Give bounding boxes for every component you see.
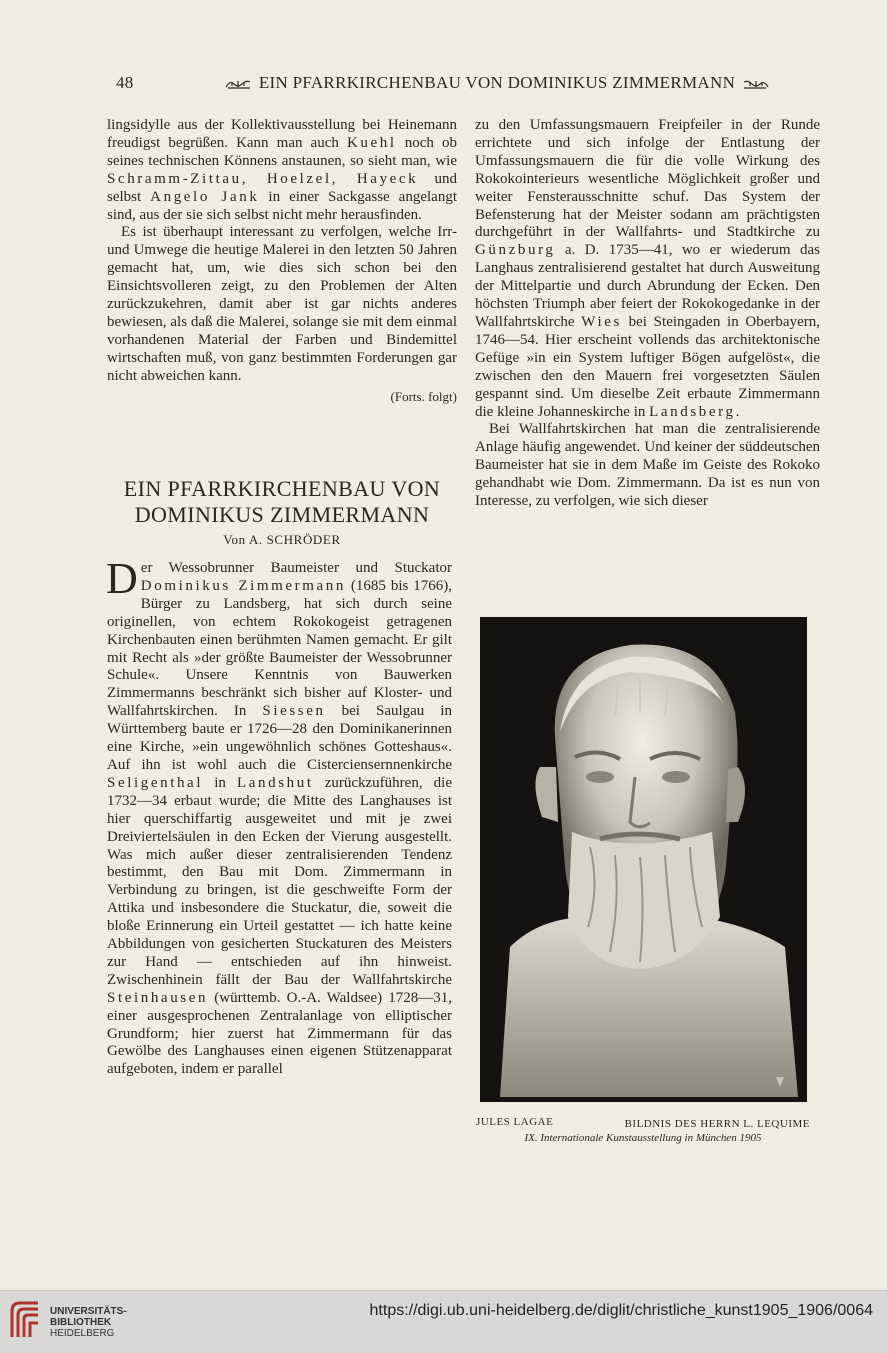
figure-title: BILDNIS DES HERRN L. LEQUIME — [624, 1118, 810, 1130]
article-paragraph-1-text — [106, 554, 452, 1078]
library-name — [50, 1306, 127, 1339]
article-body-left — [106, 554, 452, 1079]
library-footer — [0, 1290, 887, 1353]
running-title — [172, 73, 822, 93]
bust-photograph — [480, 617, 807, 1102]
article-byline: Von A. SCHRÖDER — [223, 532, 341, 547]
text-run: bei Saulgau in Württemberg baute er 1726—28 den Dominikanerinnen eine Kirche, »ein ungewöhnlich schönes Gotteshaus«. Auf ihn ist wohl auch die Cisterciensernnenkirche — [107, 703, 452, 773]
text-run: . — [735, 403, 740, 420]
text-run: a. D. 1735—41, wo er wiederum das Langhaus zentralisierend gestaltet hat durch Ausweitung der Mittelpartie und durch Abrundung der Ecken. Den höchsten Triumph aber feiert der Rokokogedanke in der Wallfahrtskirche — [475, 242, 820, 330]
text-run: er Wessobrunner Baumeister und Stuckator — [140, 560, 452, 576]
text-run: lingsidylle aus der Kollektivausstellung bei Heinemann freudigst begrüßen. Kann man auch — [107, 117, 457, 151]
text-run: Es ist überhaupt interessant zu verfolgen, welche Irr- und Umwege die heutige Malerei in den letzten 50 Jahren gemacht hat, um, wie dies sich schon bei den Einsichtsvolleren zeigt, zu den Problemen der Alten zurückzukehren, damit aber ist gar nichts anderes bewiesen, als daß die Malerei, solange sie mit dem einmal vorhandenen Material der Farben und Bindemittel wirtschaften muß, von ganz bestimmten Forderungen gar nicht abweichen kann. — [107, 224, 457, 384]
text-run: in einer Sackgasse angelangt sind, aus der sie sich selbst nicht mehr herausfinden. — [107, 188, 457, 223]
figure-credit: IX. Internationale Kunstausstellung in München 1905 — [524, 1132, 762, 1144]
text-run: bei Steingaden in Oberbayern, 1746—54. Hier erscheint vollends das architektonische Gefüge »in ein System luftiger Bögen aufgelöst«, die zwischen den den Mauern frei vorgesetzten Säulen gespannt sind. Um dieselbe Zeit erbaute Zimmermann die kleine Johanneskirche in — [475, 313, 820, 420]
spaced-name: Siessen — [262, 703, 326, 720]
ornament-right-icon — [740, 78, 770, 90]
article-title: EIN PFARRKIRCHENBAU VON DOMINIKUS ZIMMERMANN — [123, 476, 441, 527]
text-run: zurückzuführen, die 1732—34 erbaut wurde; die Mitte des Langhauses ist hier querschiffartig ausgeweitet und mit je zwei Dreiviertelsäulen in den Ecken der Vierung ausgestellt. Was mich außer dieser zentralisierenden Tendenz bestimmt, den Bau mit Dom. Zimmermann in Verbindung zu bringen, ist die geschweifte Form der Attika und insbesondere die Stuckatur, die, soweit die bloße Erinnerung ein Urteil gestattet — ich hatte keine Abbildungen von gesicherten Stuckaturen des Meisters zur Hand — entschieden auf ihn hinweist. Zwischenhinein fällt der Bau der Wallfahrtskirche — [107, 774, 452, 988]
continuation-paragraph-1 — [107, 117, 457, 224]
text-run: noch ob seines technischen Könnens anstaunen, so sieht man, wie — [107, 134, 457, 169]
library-name-line-3: HEIDELBERG — [50, 1328, 115, 1339]
spaced-name: Steinhausen — [107, 989, 209, 1006]
spaced-name: Seligenthal — [107, 774, 204, 791]
spaced-name: Wies — [581, 313, 622, 330]
library-name-line-1: UNIVERSITÄTS- — [50, 1306, 127, 1317]
article-paragraph-right-2 — [475, 421, 820, 511]
spaced-name: Angelo Jank — [150, 188, 260, 205]
library-name-line-2: BIBLIOTHEK — [50, 1317, 112, 1328]
permalink-url[interactable]: https://digi.ub.uni-heidelberg.de/diglit/christliche_kunst1905_1906/0064 — [369, 1302, 873, 1319]
page-number: 48 — [116, 73, 134, 92]
spaced-name: Kuehl — [346, 134, 397, 151]
ornament-left-icon — [224, 78, 254, 90]
spaced-name: Landshut — [236, 774, 314, 791]
drop-cap: D — [106, 554, 138, 603]
spaced-name: Günzburg — [475, 242, 556, 259]
figure-artist: JULES LAGAE — [476, 1116, 554, 1128]
continued-note: (Forts. folgt) — [390, 388, 457, 404]
left-column-continuation — [107, 117, 457, 406]
university-library-logo-icon[interactable] — [8, 1297, 44, 1345]
article-body-right — [475, 117, 820, 511]
text-run: Bei Wallfahrtskirchen hat man die zentralisierende Anlage häufig angewendet. Und keiner der süddeutschen Baumeister hat sie in dem Maße im Geiste des Rokoko gehandhabt wie Dom. Zimmermann. Da ist es nun von Interesse, zu verfolgen, wie sich dieser — [475, 421, 820, 510]
spaced-name: Dominikus Zimmermann — [140, 577, 347, 594]
text-run: zu den Umfassungsmauern Freipfeiler in der Runde errichtete und sich infolge der Entlastung der Umfassungsmauern die für die volle Wirkung des Rokokointerieurs wesentliche Möglichkeit großer und weiter Fensterausschnitte schuf. Das System der Befensterung hat der Meister sodann am prächtigsten durchgeführt in der Wallfahrts- und Stadtkirche zu — [475, 117, 820, 241]
text-run: (württemb. O.-A. Waldsee) 1728—31, einer ausgesprochenen Zentralanlage von elliptischer Grundform; hier zuerst hat Zimmermann für das Gewölbe des Langhauses einen eigenen Stützenapparat aufgeboten, indem er parallel — [107, 989, 452, 1078]
running-header — [110, 73, 822, 97]
spaced-name: Landsberg — [649, 403, 736, 420]
text-run: in — [203, 774, 237, 791]
bust-sculpture-image — [480, 617, 807, 1102]
running-title-text: EIN PFARRKIRCHENBAU VON DOMINIKUS ZIMMERMANN — [258, 73, 736, 92]
text-run: und selbst — [107, 170, 457, 205]
spaced-name: Schramm-Zittau, Hoelzel, Hayeck — [107, 170, 419, 187]
text-run: (1685 bis 1766), Bürger zu Landsberg, hat sich durch seine originellen, von echtem Rokokogeist getragenen Kirchenbauten einen berühmten Namen gemacht. Er gilt mit Recht als »der größte Baumeister der Wessobrunner Schule«. Unsere Kenntnis von Bauwerken Zimmermanns beschränkt sich bisher auf Kloster- und Wallfahrtskirchen. In — [107, 577, 452, 720]
continuation-paragraph-2 — [107, 224, 457, 385]
article-paragraph-right-1 — [475, 117, 820, 421]
article-paragraph-1 — [106, 554, 452, 1079]
